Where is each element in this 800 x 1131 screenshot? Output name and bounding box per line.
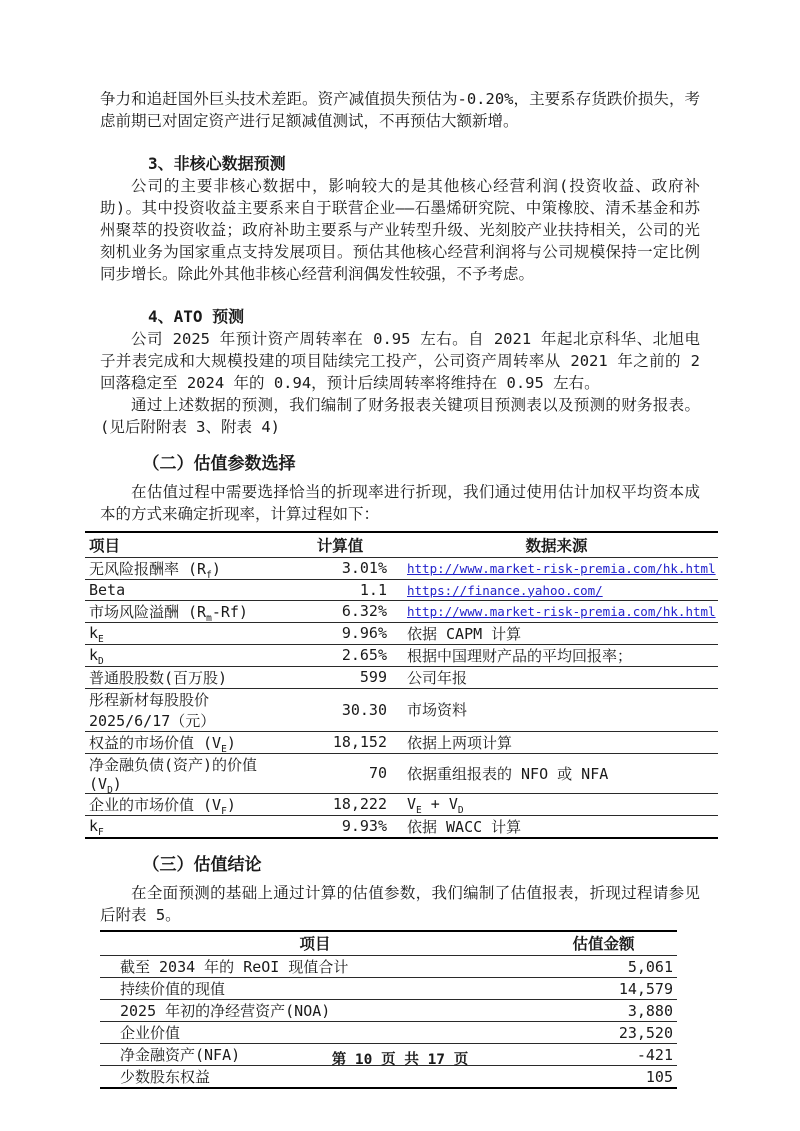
wacc-header-source: 数据来源: [395, 532, 718, 557]
valuation-table-header: [100, 931, 677, 956]
valuation-conclusion-heading: （三）估值结论: [142, 854, 262, 875]
param-label: [85, 644, 285, 666]
label-text: k: [89, 624, 99, 642]
param-value: 18,152: [285, 731, 395, 753]
table-row: [85, 622, 718, 644]
valuation-params-intro: 在估值过程中需要选择恰当的折现率进行折现，我们通过使用估计加权平均资本成本的方式来确定折现率，计算过程如下：: [100, 483, 700, 523]
table-row: [85, 753, 718, 793]
label-text: ): [226, 733, 236, 752]
table-row: [100, 1000, 677, 1022]
param-label: [85, 815, 285, 838]
param-value: 9.96%: [285, 622, 395, 644]
param-label: [85, 557, 285, 579]
param-source: [395, 644, 718, 666]
label-text: 市场风险溢酬 (R: [89, 602, 207, 621]
wacc-header-item: 项目: [85, 532, 285, 557]
valuation-amount: 23,520: [530, 1022, 677, 1044]
valuation-params-heading: （二）估值参数选择: [142, 454, 296, 474]
table-row: [100, 978, 677, 1000]
valuation-header-row: [100, 931, 677, 956]
section3-paragraph: 公司的主要非核心数据中，影响较大的是其他核心经营利润(投资收益、政府补助)。其中投资收益主要系来自于联营企业——石墨烯研究院、中策橡胶、清禾基金和苏州聚萃的投资收益；政府补助主要系与产业转型升级、光刻胶产业扶持相关，公司的光刻机业务为国家重点支持发展项目。预估其他核心经营利润将与公司规模保持一定比例同步增长。除此外其他非核心经营利润偶发性较强，不予考虑。: [100, 177, 700, 283]
wacc-table-header: [85, 532, 718, 557]
param-source: [395, 622, 718, 644]
label-text: 普通股股数(百万股): [89, 668, 228, 687]
intro-paragraph: 争力和追赶国外巨头技术差距。资产减值损失预估为-0.20%，主要系存货跌价损失，考虑前期已对固定资产进行足额减值测试，不再预估大额新增。: [100, 90, 700, 130]
valuation-label: 持续价值的现值: [100, 978, 530, 1000]
table-row: [100, 956, 677, 978]
param-source: [395, 666, 718, 688]
param-value: 30.30: [285, 688, 395, 731]
subscript: D: [457, 805, 464, 816]
section4-paragraph-1: 公司 2025 年预计资产周转率在 0.95 左右。自 2021 年起北京科华、北旭电子并表完成和大规模投建的项目陆续完工投产，公司资产周转率从 2021 年之前的 2 回落稳定至 2024 年的 0.94，预计后续周转率将维持在 0.95 左右。: [100, 330, 700, 392]
wacc-header-row: [85, 532, 718, 557]
subscript: D: [107, 784, 113, 796]
source-link[interactable]: http://www.market-risk-premia.com/hk.html: [407, 604, 716, 619]
subscript: E: [98, 634, 104, 645]
param-value: 2.65%: [285, 644, 395, 666]
valuation-label: 截至 2034 年的 ReOI 现值合计: [100, 956, 530, 978]
param-source: [395, 815, 718, 838]
label-text: ): [226, 795, 236, 814]
valuation-header-amount: 估值金额: [530, 931, 677, 956]
valuation-label: 净金融资产(NFA): [100, 1044, 530, 1066]
param-label: [85, 579, 285, 600]
valuation-label: 企业价值: [100, 1022, 530, 1044]
param-value: 6.32%: [285, 600, 395, 622]
label-text: -Rf): [211, 602, 248, 621]
table-row: [85, 688, 718, 731]
table-row: [85, 557, 718, 579]
source-text: 根据中国理财产品的平均回报率；: [407, 646, 633, 665]
source-text: 依据 WACC 计算: [407, 817, 522, 836]
param-value: 9.93%: [285, 815, 395, 838]
valuation-amount: 5,061: [530, 956, 677, 978]
source-link[interactable]: http://www.market-risk-premia.com/hk.html: [407, 561, 716, 576]
label-text: k: [89, 646, 99, 664]
label-text: Beta: [89, 580, 126, 599]
table-row: [85, 579, 718, 600]
label-text: 无风险报酬率 (R: [89, 559, 207, 578]
subscript: m: [206, 612, 212, 624]
table-row: [85, 666, 718, 688]
param-source: [395, 731, 718, 753]
wacc-parameters-table: [85, 531, 718, 839]
valuation-amount: -421: [530, 1044, 677, 1066]
source-text: 依据上两项计算: [407, 733, 513, 752]
label-text: k: [89, 817, 99, 835]
valuation-amount: 105: [530, 1066, 677, 1089]
valuation-header-item: 项目: [100, 931, 530, 956]
source-text: 依据 CAPM 计算: [407, 624, 522, 643]
table-row: [85, 793, 718, 815]
table-row: [85, 600, 718, 622]
label-text: 权益的市场价值 (V: [89, 733, 222, 752]
subscript: E: [416, 805, 422, 816]
label-text: ): [211, 559, 221, 578]
param-label: [85, 666, 285, 688]
source-text: + V: [421, 795, 458, 813]
valuation-label: 2025 年初的净经营资产(NOA): [100, 1000, 530, 1022]
param-value: 1.1: [285, 579, 395, 600]
section3-heading: 3、非核心数据预测: [148, 154, 286, 173]
source-text: V: [407, 795, 417, 813]
label-text: ): [112, 774, 122, 793]
table-row: [85, 731, 718, 753]
param-source: [395, 793, 718, 815]
valuation-amount: 3,880: [530, 1000, 677, 1022]
subscript: F: [98, 827, 104, 838]
param-source: [395, 557, 718, 579]
param-value: 70: [285, 753, 395, 793]
param-source: [395, 600, 718, 622]
param-source: [395, 579, 718, 600]
label-text: 净金融负债(资产)的价值 (V: [89, 755, 258, 793]
subscript: f: [206, 569, 212, 581]
subscript: F: [221, 805, 227, 817]
source-text: 依据重组报表的 NFO 或 NFA: [407, 764, 609, 783]
param-label: [85, 600, 285, 622]
param-source: [395, 753, 718, 793]
section4-heading: 4、ATO 预测: [148, 307, 245, 326]
param-value: 3.01%: [285, 557, 395, 579]
source-text: 市场资料: [407, 701, 468, 719]
page-footer: 第 10 页 共 17 页: [331, 1052, 469, 1068]
table-row: [100, 1022, 677, 1044]
param-label: [85, 688, 285, 731]
valuation-conclusion-intro: 在全面预测的基础上通过计算的估值参数，我们编制了估值报表，折现过程请参见后附表 5。: [100, 883, 700, 924]
param-value: 599: [285, 666, 395, 688]
subscript: E: [221, 743, 227, 755]
param-label: [85, 753, 285, 796]
param-value: 18,222: [285, 793, 395, 815]
wacc-header-value: 计算值: [285, 532, 395, 557]
param-label: [85, 622, 285, 644]
table-row: [85, 644, 718, 666]
valuation-amount: 14,579: [530, 978, 677, 1000]
valuation-label: 少数股东权益: [100, 1066, 530, 1089]
source-link[interactable]: https://finance.yahoo.com/: [407, 582, 603, 598]
param-source: [395, 688, 718, 731]
subscript: D: [98, 656, 104, 667]
label-text: 企业的市场价值 (V: [89, 795, 222, 814]
table-row: [85, 815, 718, 838]
section4-paragraph-2: 通过上述数据的预测，我们编制了财务报表关键项目预测表以及预测的财务报表。(见后附附表 3、附表 4): [100, 396, 700, 436]
source-text: 公司年报: [407, 668, 468, 687]
label-text: 彤程新材每股股价 2025/6/17（元）: [89, 690, 216, 730]
param-label: [85, 793, 285, 815]
param-label: [85, 731, 285, 753]
